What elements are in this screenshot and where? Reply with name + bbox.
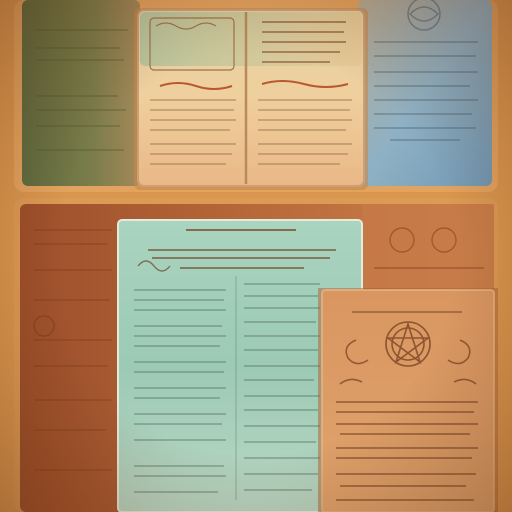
open-book-top-tint (140, 12, 362, 66)
top-right-panel (358, 0, 492, 186)
rust-panel-right-block (362, 204, 494, 288)
top-left-panel (22, 0, 140, 186)
